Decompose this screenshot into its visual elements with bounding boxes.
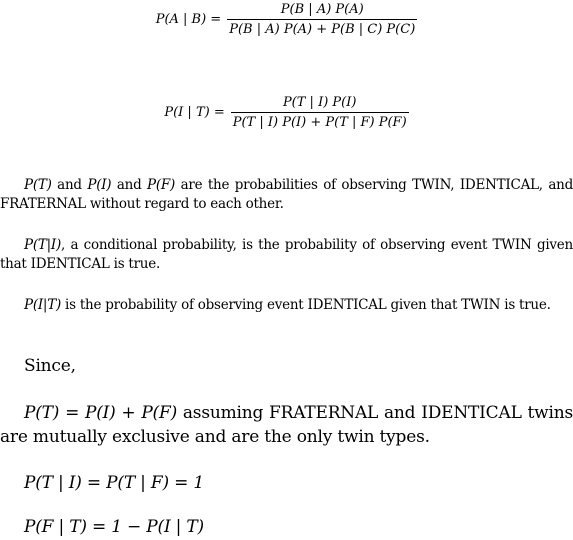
bayes-general-lhs: P(A | B) =: [155, 12, 222, 27]
paragraph-mutually-exclusive: [0, 401, 573, 449]
since-text: Since,: [24, 356, 76, 376]
bayes-general-denominator: P(B | A) P(A) + P(B | C) P(C): [227, 19, 417, 37]
bayes-general-numerator: P(B | A) P(A): [280, 2, 364, 17]
bayes-twin-denominator: P(T | I) P(I) + P(T | F) P(F): [231, 112, 409, 130]
bayes-twin-numerator: P(T | I) P(I): [282, 95, 357, 110]
bayes-twin-fraction: [231, 95, 409, 130]
paragraph-marginal-probabilities: [0, 176, 573, 214]
equation-complement: [0, 515, 573, 539]
bayes-general-fraction: [227, 2, 417, 37]
math-sum-equation: P(T) = P(I) + P(F): [24, 403, 178, 423]
math-p-i-given-t: P(I|T): [24, 297, 62, 313]
paragraph-posterior-text: is the probability of observing event IDENTICAL given that TWIN is true.: [61, 297, 551, 313]
paragraph-conditional-text: , a conditional probability, is the probability of observing event TWIN given that IDENTICAL is true.: [0, 237, 573, 272]
math-p-i: P(I): [87, 177, 112, 193]
bayes-general-equation: [0, 2, 573, 37]
bayes-twin-equation: [0, 95, 573, 130]
math-p-f: P(F): [147, 177, 176, 193]
math-p-t: P(T): [24, 177, 52, 193]
paragraph-marginal-text: are the probabilities of observing TWIN, IDENTICAL, and FRATERNAL without regard to each other.: [0, 177, 573, 212]
math-likelihoods: P(T | I) = P(T | F) = 1: [24, 473, 204, 493]
math-p-t-given-i: P(T|I): [24, 237, 62, 253]
bayes-twin-lhs: P(I | T) =: [164, 105, 225, 120]
paragraph-conditional-i-given-t: [0, 296, 573, 315]
text-and-2: and: [111, 177, 148, 193]
since-line: [0, 354, 573, 378]
equation-likelihoods-one: [0, 471, 573, 495]
text-and-1: and: [51, 177, 88, 193]
paragraph-conditional-t-given-i: [0, 236, 573, 274]
math-complement: P(F | T) = 1 − P(I | T): [24, 517, 204, 537]
paragraph-mutually-exclusive-text: assuming FRATERNAL and IDENTICAL twins are mutually exclusive and are the only twin types.: [0, 403, 573, 447]
